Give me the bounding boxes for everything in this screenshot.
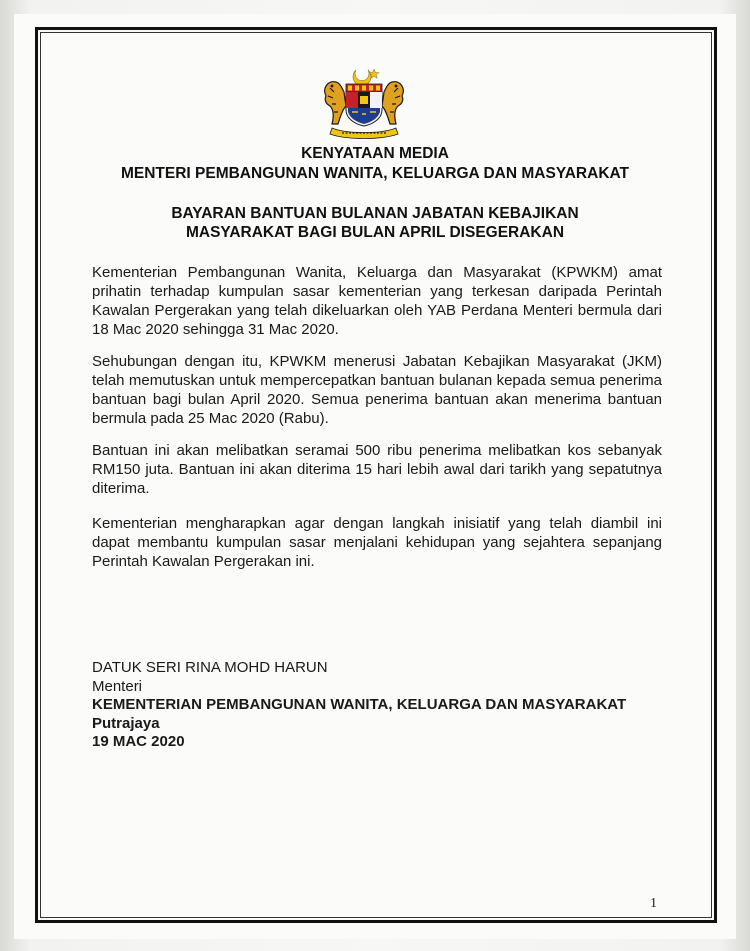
title-line-1: BAYARAN BANTUAN BULANAN JABATAN KEBAJIKAN (171, 205, 579, 222)
body-paragraph: Sehubungan dengan itu, KPWKM menerusi Jabatan Kebajikan Masyarakat (JKM) telah memutuskan untuk mempercepatkan bantuan bulanan kepada semua penerima bantuan bagi bulan April 2020. Semua penerima bantuan akan menerima bantuan bermula pada 25 Mac 2020 (Rabu). (92, 353, 662, 427)
statement-date: 19 MAC 2020 (92, 733, 185, 750)
signatory-place: Putrajaya (92, 714, 160, 732)
media-statement-header (60, 144, 690, 184)
signatory-name: DATUK SERI RINA MOHD HARUN (92, 659, 328, 676)
signatory-position: Menteri (92, 677, 143, 695)
signatory-ministry: KEMENTERIAN PEMBANGUNAN WANITA, KELUARGA DAN MASYARAKAT (92, 696, 627, 713)
malaysia-coat-of-arms-icon (318, 66, 410, 140)
minister-title: MENTERI PEMBANGUNAN WANITA, KELUARGA DAN MASYARAKAT (120, 165, 630, 182)
signature-block (92, 659, 692, 752)
page-number: 1 (650, 896, 657, 911)
body-paragraph: Kementerian Pembangunan Wanita, Keluarga dan Masyarakat (KPWKM) amat prihatin terhadap kumpulan sasar kementerian yang terkesan daripada Perintah Kawalan Pergerakan yang telah dikeluarkan oleh YAB Perdana Menteri bermula dari 18 Mac 2020 sehingga 31 Mac 2020. (92, 264, 662, 338)
statement-type: KENYATAAN MEDIA (301, 145, 449, 162)
statement-title (60, 204, 690, 242)
body-paragraph: Kementerian mengharapkan agar dengan langkah inisiatif yang telah diambil ini dapat membantu kumpulan sasar menjalani kehidupan yang sejahtera sepanjang Perintah Kawalan Pergerakan ini. (92, 515, 662, 570)
title-line-2: MASYARAKAT BAGI BULAN APRIL DISEGERAKAN (185, 224, 565, 241)
body-paragraph: Bantuan ini akan melibatkan seramai 500 ribu penerima melibatkan kos sebanyak RM150 juta. Bantuan ini akan diterima 15 hari lebih awal dari tarikh yang sepatutnya diterima. (92, 442, 662, 497)
